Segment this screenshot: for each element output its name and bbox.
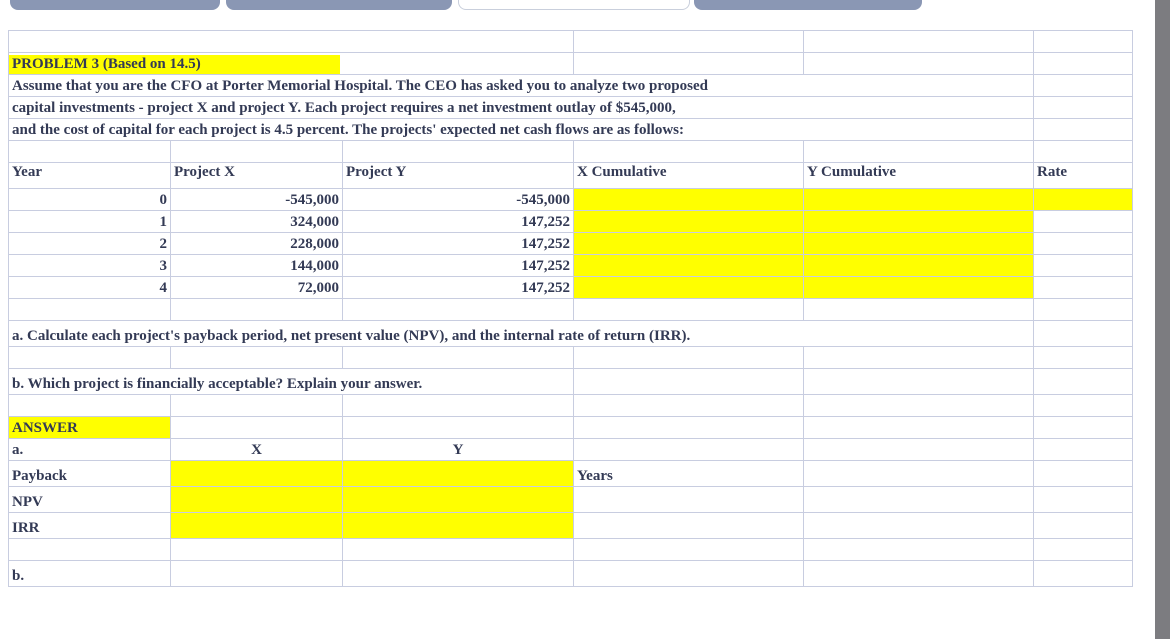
grid-cell[interactable] [574,539,804,561]
grid-cell[interactable] [1034,539,1133,561]
year-cell[interactable]: 4 [9,277,171,299]
project-x-cell[interactable]: 228,000 [171,233,343,255]
table-row [9,211,1133,233]
y-cumulative-input[interactable] [804,255,1034,277]
grid-cell[interactable] [574,369,804,395]
project-x-cell[interactable]: -545,000 [171,189,343,211]
y-cumulative-input[interactable] [804,233,1034,255]
grid-cell[interactable] [804,53,1034,75]
project-y-cell[interactable]: 147,252 [343,255,574,277]
project-y-cell[interactable]: 147,252 [343,277,574,299]
grid-cell[interactable] [343,347,574,369]
years-unit[interactable]: Years [574,461,804,487]
grid-cell[interactable] [574,417,804,439]
grid-cell[interactable] [1034,461,1133,487]
grid-cell[interactable] [1034,369,1133,395]
grid-cell[interactable] [804,439,1034,461]
grid-cell[interactable] [574,513,804,539]
grid-cell[interactable] [574,31,804,53]
grid-cell[interactable] [171,395,343,417]
x-cumulative-input[interactable] [574,211,804,233]
header-year[interactable]: Year [9,163,171,189]
sheet-tab-bar [0,0,1170,12]
intro-line-1[interactable]: Assume that you are the CFO at Porter Memorial Hospital. The CEO has asked you to analyze two proposed [9,75,1034,97]
project-x-cell[interactable]: 72,000 [171,277,343,299]
x-cumulative-input[interactable] [574,189,804,211]
grid-cell[interactable] [574,299,804,321]
y-cumulative-input[interactable] [804,211,1034,233]
grid-cell[interactable] [1034,417,1133,439]
grid-cell[interactable] [804,561,1034,587]
grid-cell[interactable] [1034,513,1133,539]
spreadsheet-grid [8,30,1133,587]
grid-cell[interactable] [574,487,804,513]
table-row [9,255,1133,277]
year-cell[interactable]: 2 [9,233,171,255]
y-cumulative-input[interactable] [804,189,1034,211]
rate-input[interactable] [1034,189,1133,211]
grid-cell[interactable] [574,53,804,75]
grid-cell[interactable] [9,347,171,369]
grid-cell[interactable] [1034,211,1133,233]
header-y-cumulative[interactable]: Y Cumulative [804,163,1034,189]
payback-x-input[interactable] [171,461,343,487]
sheet-tab-2[interactable] [226,0,452,10]
grid-cell[interactable] [1034,233,1133,255]
grid-cell[interactable] [1034,31,1133,53]
grid-cell[interactable] [171,347,343,369]
answer-col-y[interactable]: Y [343,439,574,461]
grid-cell[interactable] [343,561,574,587]
window-edge [1155,0,1170,639]
payback-y-input[interactable] [343,461,574,487]
grid-cell[interactable] [1034,97,1133,119]
grid-cell[interactable] [1034,439,1133,461]
grid-cell[interactable] [804,417,1034,439]
project-y-cell[interactable]: -545,000 [343,189,574,211]
year-cell[interactable]: 3 [9,255,171,277]
header-rate[interactable]: Rate [1034,163,1133,189]
grid-cell[interactable] [9,539,171,561]
grid-cell[interactable] [171,417,343,439]
grid-cell[interactable] [804,487,1034,513]
payback-label[interactable]: Payback [9,461,171,487]
npv-y-input[interactable] [343,487,574,513]
grid-cell[interactable] [1034,277,1133,299]
grid-cell[interactable] [1034,141,1133,163]
answer-col-x[interactable]: X [171,439,343,461]
grid-cell[interactable] [343,539,574,561]
irr-x-input[interactable] [171,513,343,539]
grid-cell[interactable] [574,395,804,417]
grid-cell[interactable] [804,513,1034,539]
grid-cell[interactable] [9,395,171,417]
grid-cell[interactable] [804,299,1034,321]
x-cumulative-input[interactable] [574,277,804,299]
grid-cell[interactable] [804,31,1034,53]
title-row[interactable] [9,53,574,75]
answer-part-b[interactable]: b. [9,561,171,587]
grid-cell[interactable] [804,539,1034,561]
grid-cell[interactable] [9,299,171,321]
grid-cell[interactable] [343,299,574,321]
grid-cell[interactable] [9,31,171,53]
project-x-cell[interactable]: 324,000 [171,211,343,233]
grid-cell[interactable] [574,561,804,587]
grid-cell[interactable] [171,141,343,163]
grid-cell[interactable] [804,141,1034,163]
sheet-tab-4[interactable] [694,0,922,10]
table-row [9,277,1133,299]
grid-cell[interactable] [171,31,343,53]
project-y-cell[interactable]: 147,252 [343,233,574,255]
grid-cell[interactable] [1034,255,1133,277]
grid-cell[interactable] [171,561,343,587]
irr-y-input[interactable] [343,513,574,539]
grid-cell[interactable] [804,369,1034,395]
x-cumulative-input[interactable] [574,233,804,255]
year-cell[interactable]: 0 [9,189,171,211]
header-x-cumulative[interactable]: X Cumulative [574,163,804,189]
answer-part-a[interactable]: a. [9,439,171,461]
problem-title: PROBLEM 3 (Based on 14.5) [9,55,340,74]
grid-cell[interactable] [171,539,343,561]
intro-line-2[interactable]: capital investments - project X and project Y. Each project requires a net investment outlay of $545,000, [9,97,1034,119]
grid-cell[interactable] [9,141,171,163]
grid-cell[interactable] [1034,395,1133,417]
header-project-y[interactable]: Project Y [343,163,574,189]
answer-label[interactable]: ANSWER [9,417,171,439]
project-x-cell[interactable]: 144,000 [171,255,343,277]
grid-cell[interactable] [343,395,574,417]
grid-cell[interactable] [1034,119,1133,141]
grid-cell[interactable] [343,417,574,439]
year-cell[interactable]: 1 [9,211,171,233]
grid-cell[interactable] [574,141,804,163]
intro-line-3[interactable]: and the cost of capital for each project is 4.5 percent. The projects' expected net cash flows are as follows: [9,119,1034,141]
sheet-tab-1[interactable] [10,0,220,10]
header-project-x[interactable]: Project X [171,163,343,189]
grid-cell[interactable] [1034,75,1133,97]
project-y-cell[interactable]: 147,252 [343,211,574,233]
y-cumulative-input[interactable] [804,277,1034,299]
grid-cell[interactable] [1034,321,1133,347]
npv-x-input[interactable] [171,487,343,513]
grid-cell[interactable] [343,141,574,163]
question-b[interactable]: b. Which project is financially acceptable? Explain your answer. [9,369,574,395]
grid-cell[interactable] [171,299,343,321]
grid-cell[interactable] [1034,53,1133,75]
table-row [9,189,1133,211]
grid-cell[interactable] [343,31,574,53]
grid-cell[interactable] [574,439,804,461]
sheet-tab-3-active[interactable] [458,0,690,10]
table-row [9,233,1133,255]
grid-cell[interactable] [1034,561,1133,587]
npv-label[interactable]: NPV [9,487,171,513]
irr-label[interactable]: IRR [9,513,171,539]
grid-cell[interactable] [574,347,804,369]
x-cumulative-input[interactable] [574,255,804,277]
grid-cell[interactable] [804,395,1034,417]
grid-cell[interactable] [1034,347,1133,369]
question-a[interactable]: a. Calculate each project's payback period, net present value (NPV), and the internal rate of return (IRR). [9,321,1034,347]
grid-cell[interactable] [1034,487,1133,513]
grid-cell[interactable] [1034,299,1133,321]
grid-cell[interactable] [804,347,1034,369]
grid-cell[interactable] [804,461,1034,487]
